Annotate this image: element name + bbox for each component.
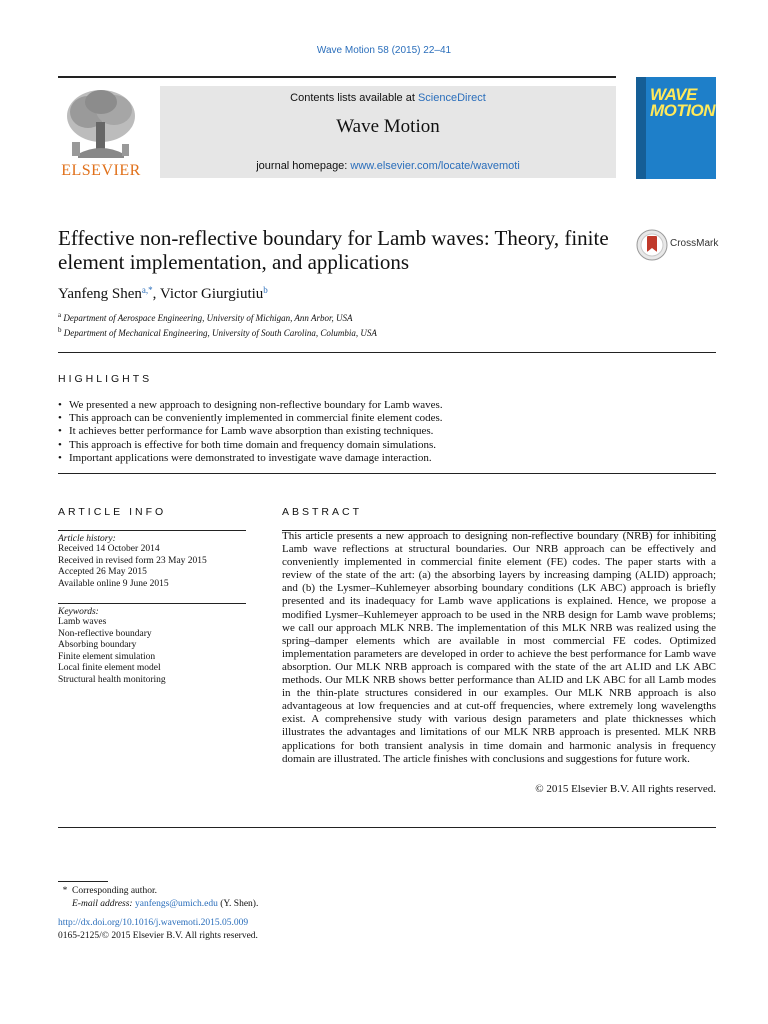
affiliation-line [58, 311, 353, 323]
author-list [58, 286, 268, 303]
keyword: Structural health monitoring [58, 674, 166, 685]
article-title: Effective non-reflective boundary for Lamb waves: Theory, finite element implementation, and applications [58, 226, 609, 274]
article-history-block [58, 534, 246, 590]
journal-cover-image [636, 77, 716, 179]
journal-homepage-line [160, 160, 616, 172]
corresponding-author-text: Corresponding author. [72, 886, 157, 896]
history-entry: Received in revised form 23 May 2015 [58, 555, 207, 566]
highlight-item: • We presented a new approach to designing non-reflective boundary for Lamb waves. [58, 399, 708, 412]
cover-title-line1: WAVE [650, 85, 697, 104]
affiliation-text: Department of Mechanical Engineering, University of South Carolina, Columbia, USA [61, 328, 377, 338]
section-divider [58, 827, 716, 828]
history-entry: Available online 9 June 2015 [58, 578, 169, 589]
article-info-rule [58, 530, 246, 531]
author-name[interactable]: Victor Giurgiutiu [159, 286, 264, 302]
keywords-rule [58, 603, 246, 604]
section-divider [58, 473, 716, 474]
author-separator: , [152, 286, 160, 302]
affiliation-marker: a [58, 311, 62, 319]
doi-link[interactable]: http://dx.doi.org/10.1016/j.wavemoti.2015.05.009 [58, 918, 249, 928]
journal-homepage-link[interactable]: www.elsevier.com/locate/wavemoti [350, 160, 520, 172]
email-link[interactable]: yanfengs@umich.edu [134, 899, 218, 909]
author-affiliation-marker[interactable]: b [263, 285, 268, 295]
issn-line: 0165-2125/© 2015 Elsevier B.V. All rights reserved. [58, 931, 258, 941]
article-history-label: Article history: [58, 534, 116, 544]
section-divider [58, 352, 716, 353]
affiliation-marker: b [58, 326, 62, 334]
email-suffix: (Y. Shen). [217, 899, 259, 909]
cover-title-line2: MOTION [650, 101, 715, 120]
abstract-text: This article presents a new approach to designing non-reflective boundary (NRB) for inhibiting Lamb wave reflections at structural boundaries. Our NRB approach can be effectively and conveniently implemented in commercial finite element (FE) codes. The paper starts with a review of the state of the art: (a) the absorbing layers by increasing damping (ALID) approach; and (b) the Lysmer–Kuhlemeyer absorbing boundary conditions (LK ABC) approach is briefly presented and its inadequacy for Lamb wave applications is explained. Hence, we propose a modified Lysmer–Kuhlemeyer approach to be used in the NRB design for Lamb wave problems; we call our approach MLK NRB. The implementation of this MLK NRB was realized using the spring–damper elements which are available in most commercial FE codes. Optimized implementation parameters are developed in order to achieve the best performance for Lamb wave absorption. Our MLK NRB approach is compared with the state of the art ALID and LK ABC methods. Our MLK NRB shows better performance than ALID and LK ABC for all Lamb modes in the thin-plate structures considered in our examples. Our MLK NRB approach is also advantageous at low frequencies and at cut-off frequencies, where extremely long wavelengths exist. A comprehensive study with various design parameters and plate thicknesses which illustrates the advantages and limitations of our MLK NRB approach is presented. MLK NRB applications for both transient analysis in time domain and harmonic analysis in frequency domain are illustrated. The article finishes with conclusions and suggestions for future work. [282, 530, 717, 765]
journal-reference-link[interactable]: Wave Motion 58 (2015) 22–41 [316, 45, 452, 56]
author-affiliation-marker[interactable]: a,* [141, 285, 153, 295]
corresponding-author-note [58, 886, 157, 896]
history-entry: Received 14 October 2014 [58, 544, 160, 554]
highlight-item: • This approach can be conveniently implemented in commercial finite element codes. [58, 412, 708, 425]
abstract-copyright: © 2015 Elsevier B.V. All rights reserved. [535, 783, 716, 795]
journal-header-box [160, 86, 616, 178]
homepage-prefix: journal homepage: [256, 160, 351, 172]
keyword: Finite element simulation [58, 651, 156, 662]
journal-title: Wave Motion [336, 116, 440, 137]
abstract-heading: ABSTRACT [282, 506, 363, 518]
crossmark-icon[interactable] [636, 229, 668, 261]
cover-spine [636, 77, 646, 179]
elsevier-logo-text: ELSEVIER [61, 162, 141, 179]
sciencedirect-link[interactable]: ScienceDirect [417, 92, 486, 104]
affiliation-text: Department of Aerospace Engineering, University of Michigan, Ann Arbor, USA [61, 313, 353, 323]
author-name[interactable]: Yanfeng Shen [58, 286, 142, 302]
keyword: Local finite element model [58, 663, 161, 674]
affiliation-line [58, 326, 377, 338]
highlight-item: • This approach is effective for both time domain and frequency domain simulations. [58, 439, 708, 452]
email-label: E-mail address: [72, 899, 135, 909]
contents-prefix: Contents lists available at [290, 92, 418, 104]
crossmark-label[interactable]: CrossMark [670, 238, 719, 249]
keyword: Absorbing boundary [58, 640, 137, 651]
highlight-item: • Important applications were demonstrated to investigate wave damage interaction. [58, 452, 708, 465]
footnote-mark: * [62, 886, 68, 896]
contents-availability-line [160, 92, 616, 104]
keyword: Lamb waves [58, 617, 107, 627]
keywords-label: Keywords: [58, 607, 99, 617]
keyword: Non-reflective boundary [58, 628, 152, 639]
header-top-rule [58, 76, 616, 78]
highlights-list [58, 399, 708, 465]
history-entry: Accepted 26 May 2015 [58, 567, 147, 578]
article-info-heading: ARTICLE INFO [58, 506, 167, 518]
email-line [72, 899, 258, 909]
highlights-heading: HIGHLIGHTS [58, 373, 153, 385]
cover-title [650, 87, 715, 119]
footnote-rule [58, 881, 108, 882]
keywords-block [58, 607, 246, 687]
doi-line [58, 918, 248, 928]
highlight-item: • It achieves better performance for Lamb wave absorption than existing techniques. [58, 425, 708, 438]
